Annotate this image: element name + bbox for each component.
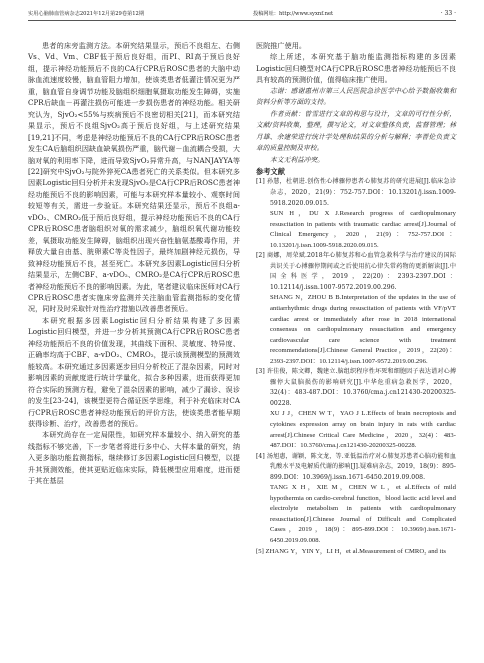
journal-title: 实用心脑肺血管病杂志2021年12月第29卷第12期: [28, 11, 145, 17]
discussion-paragraph-2: 本研究根据多因素Logistic回归分析结果构建了多因素Logistic回归模型，并进一步分析其预测CA行CPR后ROSC患者神经功能预后不良的价值发现，其曲线下面积、灵敏度、特异度、正确率均高于CBF、a-vDO₂、CMRO₂，提示该预测模型的预测效能较高。本研究通过多因素逐步回归分析校正了混杂因素，同时对影响因素的贡献度进行统计学量化，拟合多种因素，进而获得更加符合实际的预测方程，避免了混杂因素的影响，减少了漏诊、误诊的发生[23-24]，该模型更符合循证医学思维，利于补充临床对CA行CPR后ROSC患者神经功能预后的评价方法，使该类患者能早期获得诊断、治疗，改善患者的预后。: [28, 315, 240, 428]
reference-2-cn: [2] 商娜，周荣斌.2018年心肺复苏和心血管急救科学与治疗建议的国际共识关于心搏骤停期间或之后使用抗心律失常药物的更新解读[J].中国全科医学，2019，22(20)：2393-2397.DOI：10.12114/j.issn.1007-9572.2019.00.296.: [256, 252, 456, 291]
reference-5: [5] ZHANG Y，YIN Y，LI H，et al.Measurement of CMRO₂ and its: [256, 547, 446, 555]
running-header: [28, 8, 456, 21]
conclusion-paragraph: 综上所述，本研究基于脑功能监测指标构建的多因素Logistic回归模型对CA行CPR后ROSC患者神经功能预后不良具有较高的预测价值，值得临床推广使用。: [256, 52, 456, 85]
acknowledgement: 志谢：感谢惠州市第三人民医院急诊医学中心给予数据收集和资料分析等方面的支持。: [256, 86, 456, 107]
reference-list: [256, 177, 456, 557]
references-heading: 参考文献: [256, 166, 285, 176]
discussion-paragraph-3: 本研究尚存在一定局限性，如研究样本量较小、纳入研究的基线指标不够完善，下一步笔者将进行多中心、大样本量的研究，纳入更多脑功能监测指标，继续修订多因素Logistic回归模型，以提升其预测效能，使其更贴近临床实际，降低模型应用难度，进而便于其在基层: [28, 430, 240, 486]
submission-url: 投稿网址：http://www.syxnf.net: [253, 11, 334, 17]
page-number: · 33 ·: [440, 10, 456, 17]
conflict-statement: 本文无利益冲突。: [270, 155, 324, 164]
reference-4-cn: [4] 汤旭惠，谢颖，陈文龙，等.亚低温治疗对心肺复苏患者心脑功能和血乳酸水平及电解质代谢的影响[J].疑难病杂志，2019，18(9)：895-899.DOI：10.3969/j.issn.1671-6450.2019.09.008.: [256, 452, 456, 481]
continued-text: 医院推广使用。: [256, 41, 307, 50]
discussion-paragraph-1: 患者的床旁监测方法。本研究结果显示，预后不良组左、右侧Vs、Vd、Vm、CBF低于预后良好组，而PI、RI高于预后良好组，提示神经功能预后不良的CA行CPR后ROSC患者的大脑中动脉血流速度较慢，脑血管阻力增加，使该类患者低灌注情况更为严重，脑血管自身调节功能及脑组织细胞氧摄取功能发生障碍，实施CPR后缺血－再灌注损伤可能进一步损伤患者的神经功能。相关研究认为，SjvO₂<55%与疾病预后不良密切相关[21]，而本研究结果显示，预后不良组SjvO₂高于预后良好组，与上述研究结果[19,21]不同，考虑是神经功能预后不良的CA行CPR后ROSC患者发生CA后脑组织因缺血缺氧损伤严重，脑代谢－血流耦合受损，大脑对氧的利用率下降，进而导致SjvO₂异常升高，与NANJAYYA等[22]研究中SjvO₂与院外猝死CA患者死亡的关系类似。但本研究多因素Logistic回归分析并未发现SjvO₂是CA行CPR后ROSC患者神经功能预后不良的影响因素，可能与本研究样本量较小、观察时间较短等有关，需进一步验证。本研究结果还显示，预后不良组a-vDO₂、CMRO₂低于预后良好组，提示神经功能预后不良的CA行CPR后ROSC患者脑组织对氧的需求减少，脑组织氧代谢功能较差，氧摄取功能发生障碍，脑组织出现兴奋性脑氨基酸毒作用，并释放大量自由基、胱卵素C等炎性因子，最终加剧神经元损伤，导致神经功能预后不良，甚至死亡。本研究多因素Logistic回归分析结果显示，左侧CBF、a-vDO₂、CMRO₂是CA行CPR后ROSC患者神经功能预后不良的影响因素。为此，笔者建议临床医师对CA行CPR后ROSC患者实施床旁监测并关注脑血管监测指标的变化情况，同时及时采取针对性治疗措施以改善患者预后。: [28, 41, 240, 314]
reference-1-cn: [1] 孙慧，杜朝进.创伤性心搏骤停患者心肺复苏的研究进展[J].临床急诊杂志，2020，21(9)：752-757.DOI：10.13201/j.issn.1009-5918.2020.09.015.: [256, 178, 456, 207]
reference-3-cn: [3] 许佳俊，陈文卿，魏建立.脑组织程序性坏死和细胞因子表达谱对心搏骤停大鼠脑损伤的影响研究[J].中华危重病急救医学，2020，32(4)：483-487.DOI：10.3760/cma.j.cn121430-20200325-00228.: [256, 368, 456, 407]
reference-2-en: SHANG N，ZHOU B B.Interpretation of the updates in the use of antiarrhythmic drugs during resuscitation of patients with VF/pVT cardiac arrest or immediately after rose in 2018 international consensus on cardiopulmonary resuscitation and emergency cardiovascular care science with treatment recommendations[J].Chinese General Practice，2019，22(20)：2393-2397.DOI：10.12114/j.issn.1007-9572.2019.00.296.: [270, 294, 456, 365]
reference-3-en: XU J J，CHEN W T，YAO J L.Effects of brain necroptosis and cytokines expression array on brain injury in rats with cardiac arrest[J].Chinese Critical Care Medicine，2020，32(4)：483-487.DOI：10.3760/cma.j.cn121430-20200325-00228.: [270, 410, 456, 450]
right-column: [256, 40, 456, 557]
reference-4-en: TANG X H，XIE M，CHEN W L，et al.Effects of mild hypothermia on cardio-cerebral function，blood lactic acid level and electrolyte metabolism in patients with cardiopulmonary resuscitation[J].Chinese Journal of Difficult and Complicated Cases，2019，18(9)：895-899.DOI：10.3969/j.issn.1671-6450.2019.09.008.: [270, 484, 456, 545]
reference-1-en: SUN H，DU X J.Research progress of cardiopulmonary resuscitation in patients with traumatic cardiac arrest[J].Journal of Clinical Emergency，2020，21(9)：752-757.DOI：10.13201/j.issn.1009-5918.2020.09.015.: [270, 210, 456, 249]
left-column: [28, 40, 240, 487]
author-contribution: 作者贡献：曾雪进行文章的构思与设计，文章的可行性分析，文献/资料收集，整理，撰写论文，对文章整体负责，监督管理；林月雄、余建荣进行统计学处理和结果的分析与解释；李晋伦负责文章的质量控制及审校。: [256, 109, 456, 153]
